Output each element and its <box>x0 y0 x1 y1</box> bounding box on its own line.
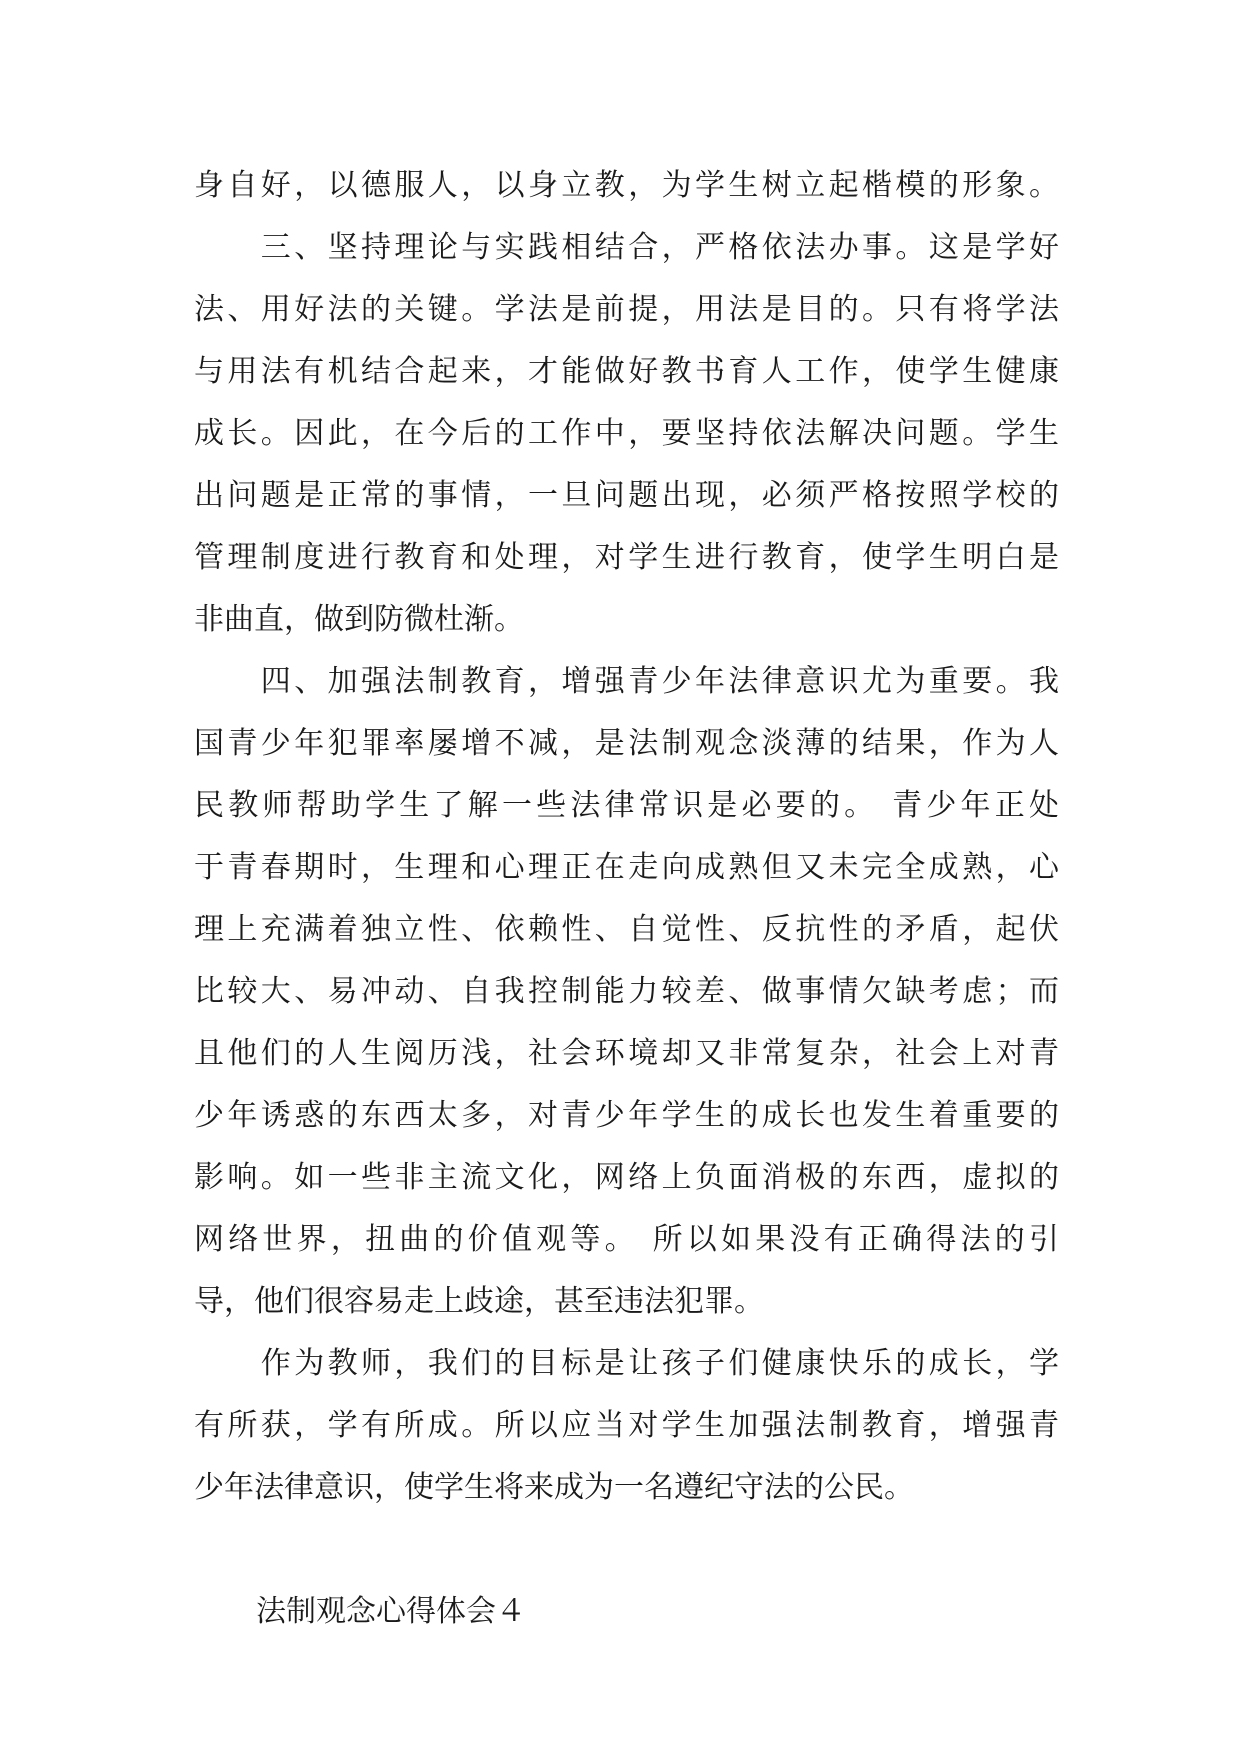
text-line: 四、加强法制教育，增强青少年法律意识尤为重要。我 <box>194 664 1059 699</box>
text-line: 导，他们很容易走上歧途，甚至违法犯罪。 <box>194 1284 764 1319</box>
text-line: 三、坚持理论与实践相结合，严格依法办事。这是学好 <box>194 230 1059 265</box>
text-line: 身自好，以德服人，以身立教，为学生树立起楷模的形象。 <box>194 168 1059 203</box>
text-line: 少年法律意识，使学生将来成为一名遵纪守法的公民。 <box>194 1470 914 1505</box>
text-line: 少年诱惑的东西太多，对青少年学生的成长也发生着重要的 <box>194 1098 1059 1133</box>
text-line: 管理制度进行教育和处理，对学生进行教育，使学生明白是 <box>194 540 1059 575</box>
text-line: 网络世界，扭曲的价值观等。 所以如果没有正确得法的引 <box>194 1222 1059 1257</box>
text-line: 且他们的人生阅历浅，社会环境却又非常复杂，社会上对青 <box>194 1036 1059 1071</box>
text-line: 法、用好法的关键。学法是前提，用法是目的。只有将学法 <box>194 292 1059 327</box>
text-line: 比较大、易冲动、自我控制能力较差、做事情欠缺考虑；而 <box>194 974 1059 1009</box>
text-line: 于青春期时，生理和心理正在走向成熟但又未完全成熟，心 <box>194 850 1059 885</box>
text-line: 有所获，学有所成。所以应当对学生加强法制教育，增强青 <box>194 1408 1059 1443</box>
text-line: 理上充满着独立性、依赖性、自觉性、反抗性的矛盾，起伏 <box>194 912 1059 947</box>
section-heading: 法制观念心得体会４ <box>256 1594 526 1629</box>
text-line: 国青少年犯罪率屡增不减，是法制观念淡薄的结果，作为人 <box>194 726 1059 761</box>
text-line: 出问题是正常的事情，一旦问题出现，必须严格按照学校的 <box>194 478 1059 513</box>
blank-line <box>194 1519 1059 1581</box>
text-line: 与用法有机结合起来，才能做好教书育人工作，使学生健康 <box>194 354 1059 389</box>
text-line: 影响。如一些非主流文化，网络上负面消极的东西，虚拟的 <box>194 1160 1059 1195</box>
text-line: 成长。因此，在今后的工作中，要坚持依法解决问题。学生 <box>194 416 1059 451</box>
text-line: 作为教师，我们的目标是让孩子们健康快乐的成长，学 <box>194 1346 1059 1381</box>
text-line: 民教师帮助学生了解一些法律常识是必要的。 青少年正处 <box>194 788 1059 823</box>
text-line: 非曲直，做到防微杜渐。 <box>194 602 524 637</box>
document-body <box>194 155 1059 1643</box>
